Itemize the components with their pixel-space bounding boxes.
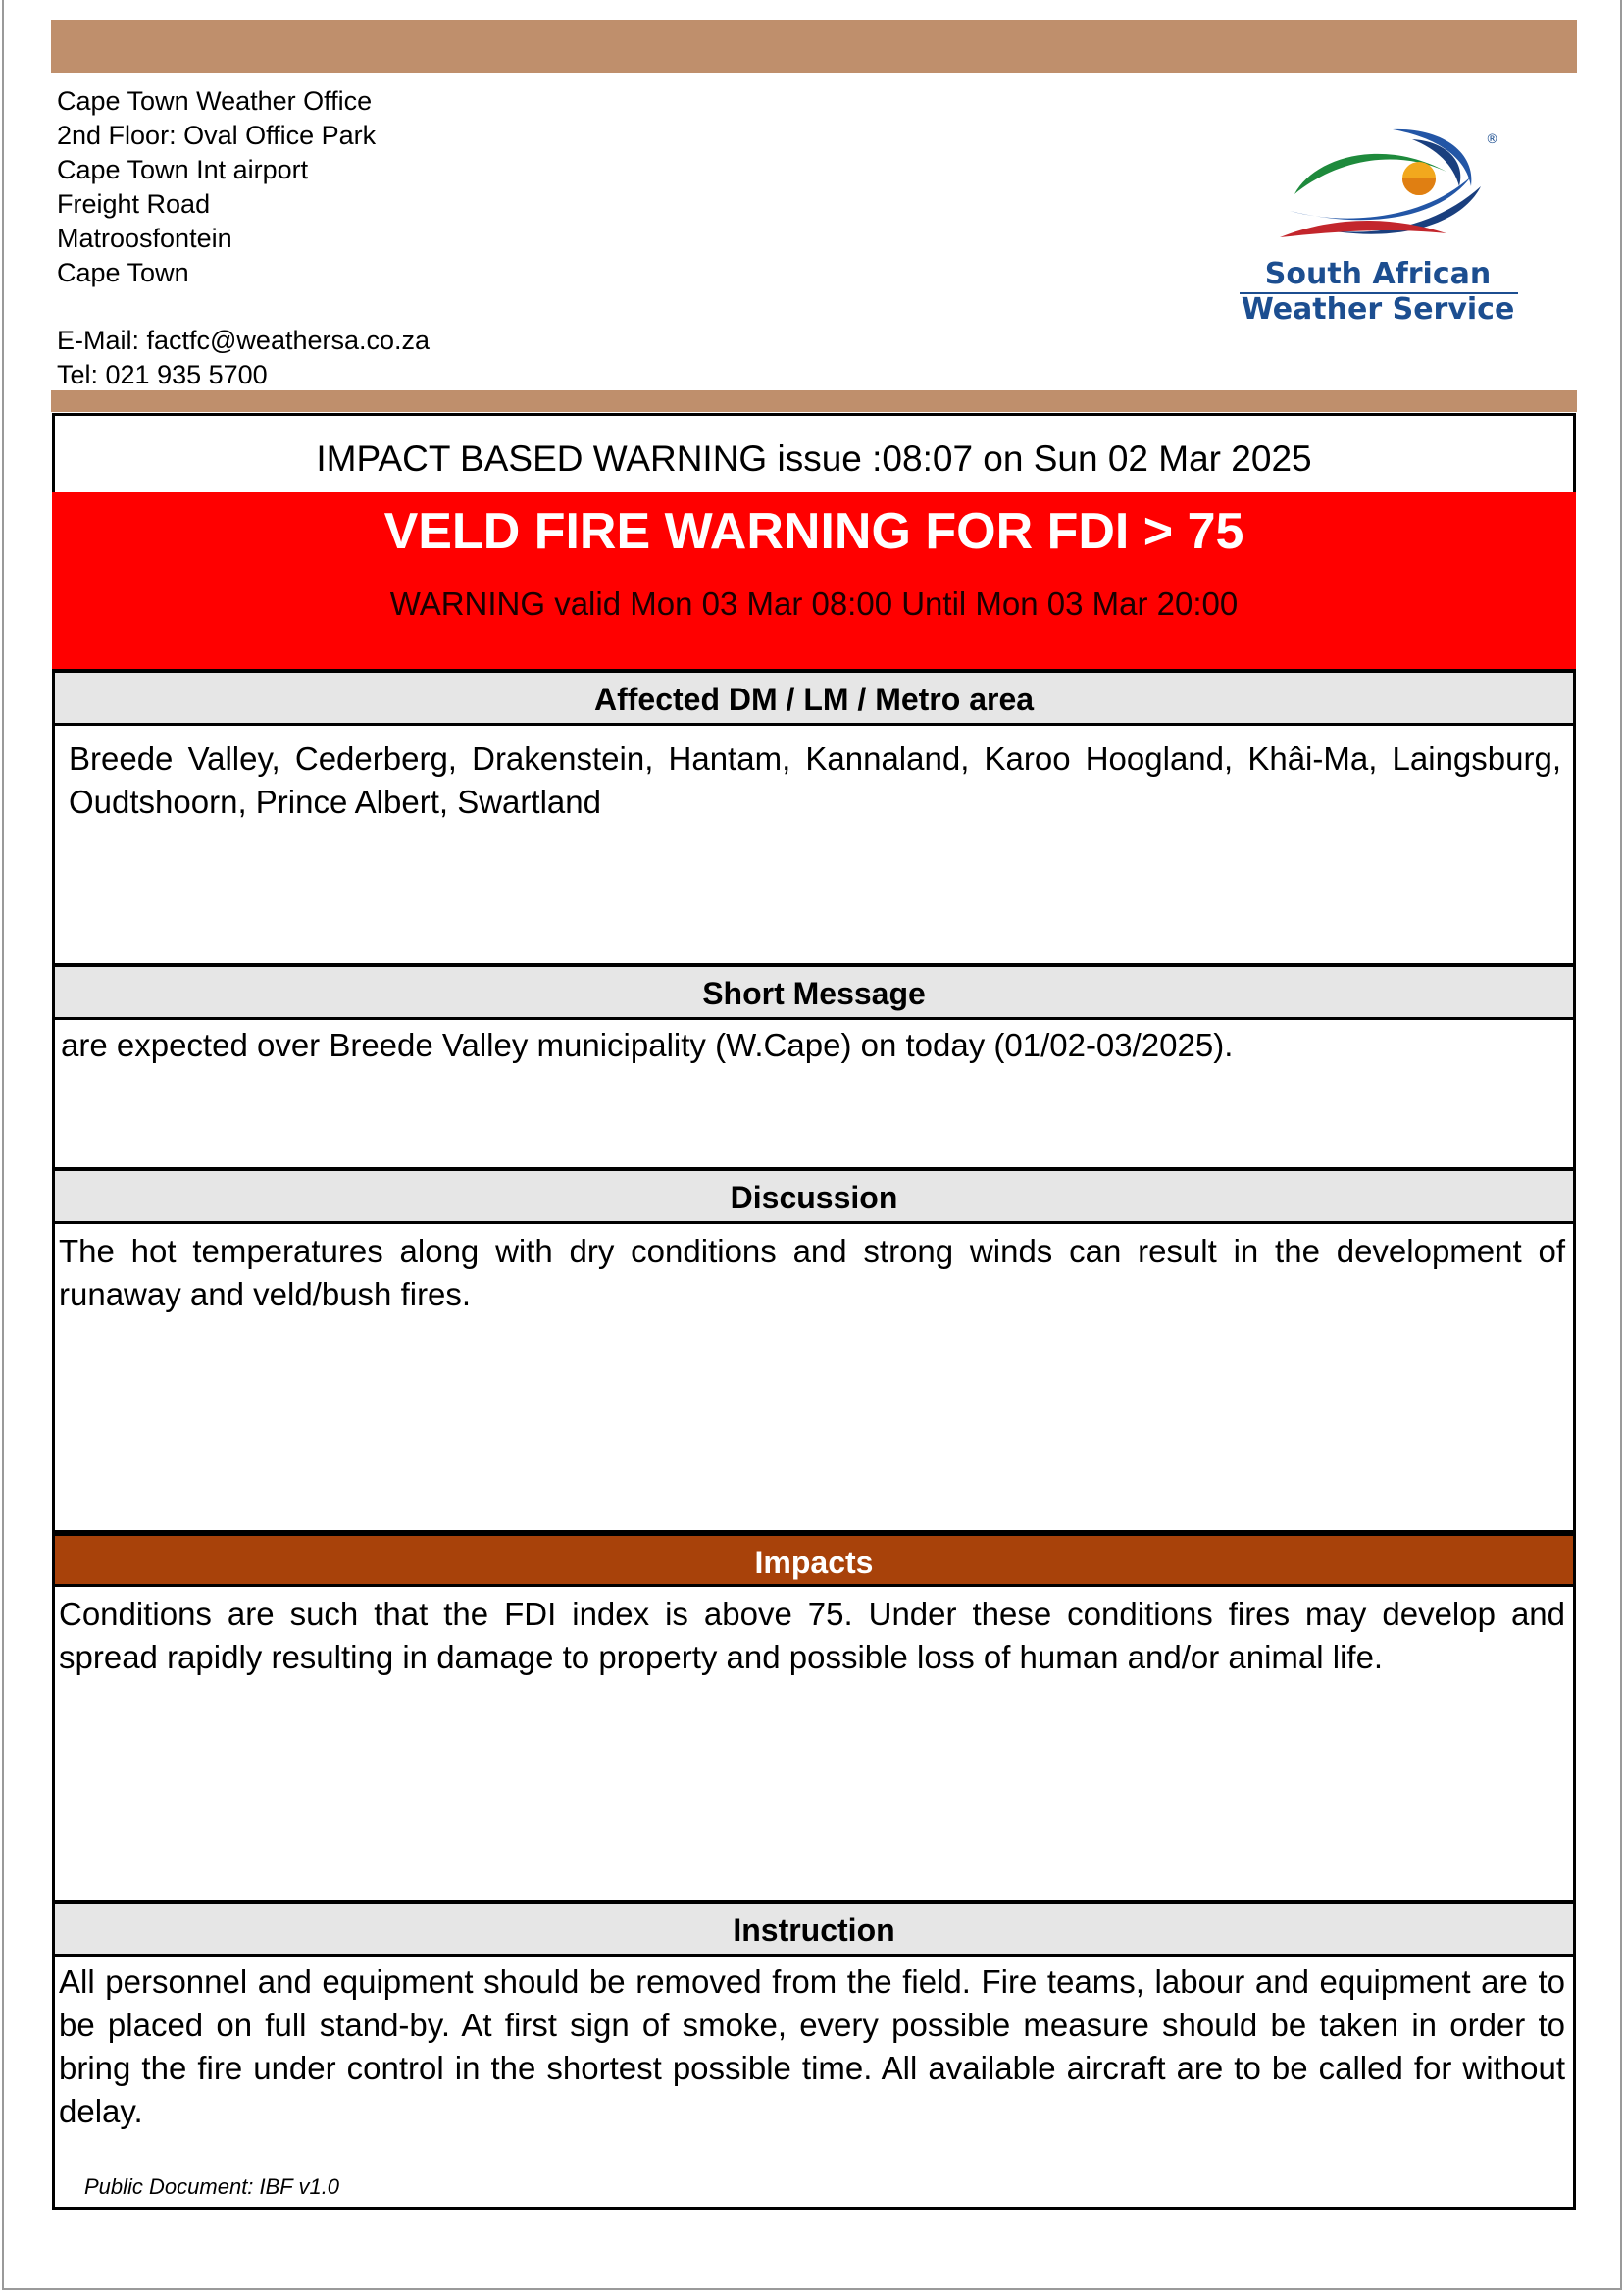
section-heading: Impacts	[55, 1530, 1573, 1587]
warning-validity: WARNING valid Mon 03 Mar 08:00 Until Mon 03 Mar 20:00	[389, 586, 1239, 622]
telephone-number: Tel: 021 935 5700	[57, 360, 268, 389]
address-spacer	[57, 290, 430, 324]
document-footer: Public Document: IBF v1.0	[84, 2174, 340, 2199]
address-line: Cape Town	[57, 258, 189, 287]
header-band-top	[51, 20, 1577, 73]
section-heading: Discussion	[55, 1167, 1573, 1224]
discussion-section	[55, 1167, 1573, 1520]
short-message-text: are expected over Breede Valley municipality (W.Cape) on today (01/02-03/2025).	[61, 1027, 1234, 1063]
address-line: Freight Road	[57, 189, 211, 219]
discussion-text: The hot temperatures along with dry conditions and strong winds can result in the development of runaway and veld/bush fires.	[59, 1233, 1565, 1312]
impacts-text: Conditions are such that the FDI index is above 75. Under these conditions fires may develop and spread rapidly resulting in damage to property and possible loss of human and/or animal life.	[59, 1596, 1565, 1675]
warning-banner	[52, 492, 1576, 669]
address-line: Matroosfontein	[57, 224, 232, 253]
address-line: Cape Town Int airport	[57, 155, 309, 184]
impacts-section	[55, 1530, 1573, 1895]
address-line: 2nd Floor: Oval Office Park	[57, 121, 377, 150]
header-band-bottom	[51, 390, 1577, 412]
issue-line: IMPACT BASED WARNING issue :08:07 on Sun 02 Mar 2025	[316, 438, 1312, 479]
short-message-section	[55, 963, 1573, 1169]
logo-name-line2: Weather Service	[1241, 292, 1515, 327]
warning-title: VELD FIRE WARNING FOR FDI > 75	[383, 503, 1244, 560]
section-heading: Affected DM / LM / Metro area	[55, 669, 1573, 726]
email-address[interactable]: E-Mail: factfc@weathersa.co.za	[57, 326, 431, 355]
registered-mark: ®	[1486, 132, 1498, 147]
saws-logo	[1226, 118, 1540, 338]
affected-area-section	[55, 669, 1573, 963]
section-heading: Short Message	[55, 963, 1573, 1020]
office-address	[57, 84, 430, 392]
instruction-text: All personnel and equipment should be removed from the field. Fire teams, labour and equipment are to be placed on full stand-by. At first sign of smoke, every possible measure should be taken in order to bring the fire under control in the shortest possible time. All available aircraft are to be called for without delay.	[59, 1964, 1565, 2129]
affected-area-text: Breede Valley, Cederberg, Drakenstein, Hantam, Kannaland, Karoo Hoogland, Khâi-Ma, Laingsburg, Oudtshoorn, Prince Albert, Swartland	[69, 740, 1561, 820]
warning-document	[52, 413, 1576, 2210]
address-line: Cape Town Weather Office	[57, 86, 373, 116]
instruction-section	[55, 1900, 1573, 2184]
section-heading: Instruction	[55, 1900, 1573, 1957]
logo-name-line1: South African	[1264, 257, 1492, 291]
saws-emblem-icon	[1275, 118, 1500, 250]
